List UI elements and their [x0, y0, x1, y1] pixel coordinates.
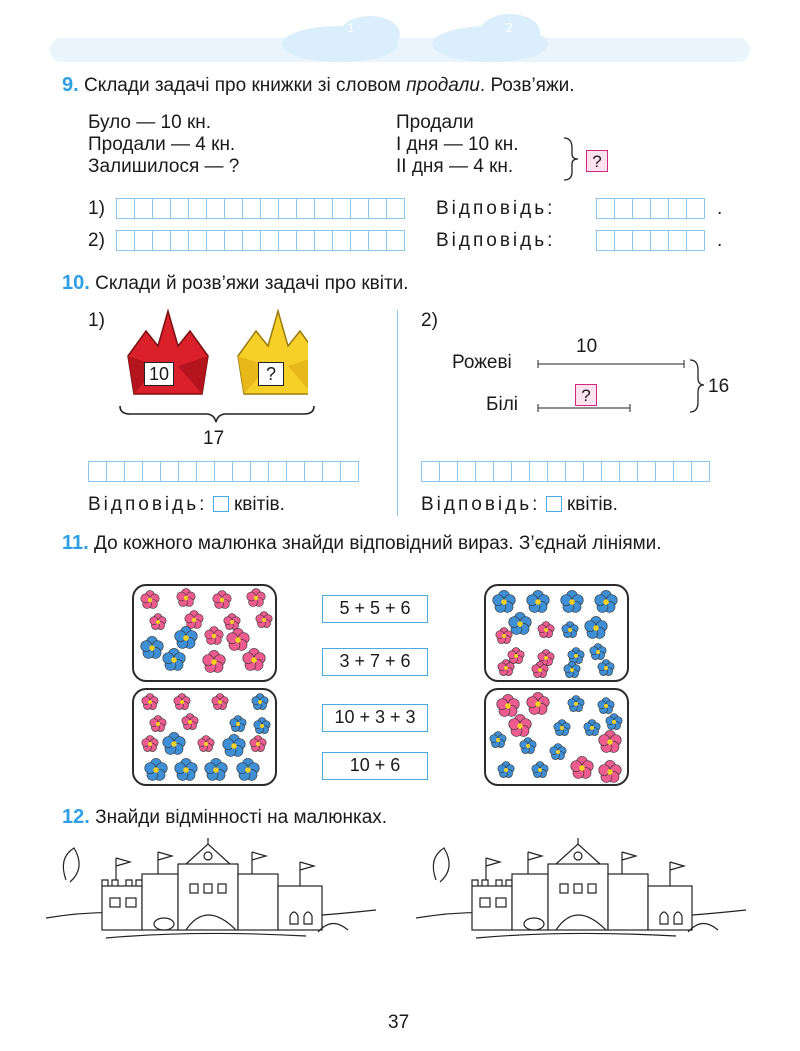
grid-cell[interactable]	[196, 461, 215, 482]
grid-cell[interactable]	[116, 230, 135, 251]
answer-label: Відповідь:	[88, 494, 208, 515]
expression-box[interactable]: 5 + 5 + 6	[322, 595, 428, 623]
grid-cell[interactable]	[596, 198, 615, 219]
flower-picture-2[interactable]	[132, 688, 277, 786]
divider	[397, 310, 398, 516]
ex9-line: Продали — 4 кн.	[88, 134, 236, 155]
ex10-answer1	[88, 494, 285, 516]
expression-box[interactable]: 10 + 6	[322, 752, 428, 780]
grid-cell[interactable]	[529, 461, 548, 482]
grid-cell[interactable]	[386, 198, 405, 219]
grid-cell[interactable]	[322, 461, 341, 482]
grid-cell[interactable]	[614, 230, 633, 251]
tulips-illustration	[118, 306, 308, 406]
ex9-left-data	[88, 112, 239, 178]
ex9-right-title: Продали	[396, 112, 474, 133]
cloud-number: 0	[426, 20, 434, 35]
yellow-tulip-value[interactable]: ?	[258, 362, 284, 386]
ex11-text: До кожного малюнка знайди відповідний вираз. З’єднай лініями.	[93, 533, 662, 554]
bottom-brace-icon	[118, 404, 318, 424]
grid-cell[interactable]	[614, 198, 633, 219]
grid-cell[interactable]	[116, 198, 135, 219]
grid-cell[interactable]	[332, 230, 351, 251]
cloud-number: 8	[742, 20, 750, 35]
answer-box[interactable]	[213, 496, 229, 512]
pink-value: 10	[576, 336, 598, 357]
ex12-number: 12.	[62, 806, 90, 828]
header-banner	[40, 10, 760, 65]
segments-diagram	[536, 356, 736, 416]
answer-grid[interactable]	[88, 461, 358, 482]
ex12-heading	[62, 806, 387, 829]
ex10-number: 10.	[62, 272, 90, 294]
cloud-number: 2	[505, 20, 513, 35]
grid-cell[interactable]	[250, 461, 269, 482]
grid-cell[interactable]	[368, 230, 387, 251]
grid-cell[interactable]	[596, 230, 615, 251]
grid-cell[interactable]	[421, 461, 440, 482]
ex12-text: Знайди відмінності на малюнках.	[95, 807, 388, 828]
ex9-text: Склади задачі про книжки зі словом	[83, 75, 407, 96]
cloud-number: 7	[110, 20, 118, 35]
grid-cell[interactable]	[170, 230, 189, 251]
grid-cell[interactable]	[170, 198, 189, 219]
grid-cell[interactable]	[304, 461, 323, 482]
grid-cell[interactable]	[386, 230, 405, 251]
grid-cell[interactable]	[296, 230, 315, 251]
grid-cell[interactable]	[350, 198, 369, 219]
ex10-total1: 17	[203, 428, 225, 449]
grid-cell[interactable]	[650, 198, 669, 219]
ex11-heading	[62, 532, 742, 555]
ex9-line: Залишилося — ?	[88, 156, 240, 177]
grid-cell[interactable]	[268, 461, 287, 482]
unit-label: квітів.	[233, 494, 285, 515]
grid-cell[interactable]	[152, 230, 171, 251]
answer-box[interactable]	[546, 496, 562, 512]
grid-cell[interactable]	[668, 230, 687, 251]
grid-cell[interactable]	[686, 198, 705, 219]
answer-label: Відповідь:	[421, 494, 541, 515]
cloud-number: 3	[268, 20, 276, 35]
answer-grid[interactable]	[116, 230, 404, 251]
flower-picture-1[interactable]	[132, 584, 277, 682]
grid-cell[interactable]	[206, 198, 225, 219]
expression-box[interactable]: 10 + 3 + 3	[322, 704, 428, 732]
ex9-number: 9.	[62, 74, 79, 96]
grid-cell[interactable]	[206, 230, 225, 251]
flower-picture-3[interactable]	[484, 584, 629, 682]
grid-cell[interactable]	[314, 230, 333, 251]
grid-cell[interactable]	[142, 461, 161, 482]
answer-grid[interactable]	[421, 461, 709, 482]
grid-cell[interactable]	[296, 198, 315, 219]
ex9-heading	[62, 74, 575, 97]
ex9-line: ІІ дня — 4 кн.	[396, 156, 514, 177]
answer-grid[interactable]	[596, 230, 704, 251]
ex9-question-box[interactable]: ?	[586, 150, 608, 172]
ex10-heading	[62, 272, 409, 295]
grid-cell[interactable]	[286, 461, 305, 482]
grid-cell[interactable]	[686, 230, 705, 251]
grid-cell[interactable]	[691, 461, 710, 482]
ex9-row-label: 2)	[88, 230, 105, 251]
grid-cell[interactable]	[619, 461, 638, 482]
flowers-drawing	[134, 690, 275, 784]
grid-cell[interactable]	[632, 230, 651, 251]
ex9-text-end: . Розв’яжи.	[479, 75, 575, 96]
brace-icon	[560, 136, 580, 182]
grid-cell[interactable]	[232, 461, 251, 482]
grid-cell[interactable]	[224, 230, 243, 251]
sand-castle-picture-2	[416, 838, 746, 958]
grid-cell[interactable]	[178, 461, 197, 482]
grid-cell[interactable]	[650, 230, 669, 251]
grid-cell[interactable]	[152, 198, 171, 219]
ex10-part2-label: 2)	[421, 310, 438, 331]
grid-cell[interactable]	[511, 461, 530, 482]
grid-cell[interactable]	[632, 198, 651, 219]
cloud-number: 1	[347, 20, 355, 35]
grid-cell[interactable]	[242, 198, 261, 219]
ex9-line: І дня — 10 кн.	[396, 134, 519, 155]
grid-cell[interactable]	[547, 461, 566, 482]
grid-cell[interactable]	[88, 461, 107, 482]
page-number: 37	[388, 1012, 410, 1033]
flowers-drawing	[486, 586, 627, 680]
ex9-italic: продали	[406, 75, 480, 96]
grid-cell[interactable]	[224, 198, 243, 219]
cloud-number: 6	[663, 20, 671, 35]
grid-cell[interactable]	[673, 461, 692, 482]
grid-cell[interactable]	[340, 461, 359, 482]
grid-cell[interactable]	[134, 198, 153, 219]
ex9-right-data	[396, 112, 518, 178]
flowers-drawing	[486, 690, 627, 784]
sand-castle-picture-1	[46, 838, 376, 958]
grid-cell[interactable]	[493, 461, 512, 482]
ex10-part1-label: 1)	[88, 310, 105, 331]
period: .	[717, 198, 723, 219]
grid-cell[interactable]	[368, 198, 387, 219]
grid-cell[interactable]	[260, 198, 279, 219]
grid-cell[interactable]	[242, 230, 261, 251]
ex11-number: 11.	[62, 532, 89, 554]
grid-cell[interactable]	[278, 198, 297, 219]
grid-cell[interactable]	[106, 461, 125, 482]
answer-grid[interactable]	[116, 198, 404, 219]
grid-cell[interactable]	[457, 461, 476, 482]
grid-cell[interactable]	[350, 230, 369, 251]
ex10-text: Склади й розв’яжи задачі про квіти.	[95, 273, 409, 294]
grid-cell[interactable]	[475, 461, 494, 482]
grid-cell[interactable]	[124, 461, 143, 482]
grid-cell[interactable]	[601, 461, 620, 482]
unit-label: квітів.	[566, 494, 618, 515]
grid-cell[interactable]	[655, 461, 674, 482]
grid-cell[interactable]	[160, 461, 179, 482]
flower-picture-4[interactable]	[484, 688, 629, 786]
grid-cell[interactable]	[668, 198, 687, 219]
red-tulip-value: 10	[144, 362, 174, 386]
grid-cell[interactable]	[188, 230, 207, 251]
ex9-line: Було — 10 кн.	[88, 112, 212, 133]
cloud-number: 5	[189, 20, 197, 35]
grid-cell[interactable]	[332, 198, 351, 219]
expression-box[interactable]: 3 + 7 + 6	[322, 648, 428, 676]
grid-cell[interactable]	[314, 198, 333, 219]
grid-cell[interactable]	[260, 230, 279, 251]
answer-grid[interactable]	[596, 198, 704, 219]
grid-cell[interactable]	[565, 461, 584, 482]
grid-cell[interactable]	[278, 230, 297, 251]
grid-cell[interactable]	[583, 461, 602, 482]
answer-label: Відповідь:	[436, 198, 556, 219]
white-question-box[interactable]: ?	[575, 384, 597, 406]
ex10-total2: 16	[708, 376, 730, 397]
ex10-answer2	[421, 494, 618, 516]
grid-cell[interactable]	[637, 461, 656, 482]
grid-cell[interactable]	[134, 230, 153, 251]
grid-cell[interactable]	[439, 461, 458, 482]
cloud-number: 4	[584, 20, 592, 35]
flowers-drawing	[134, 586, 275, 680]
grid-cell[interactable]	[188, 198, 207, 219]
grid-cell[interactable]	[214, 461, 233, 482]
white-label: Білі	[486, 394, 518, 415]
period: .	[717, 230, 723, 251]
answer-label: Відповідь:	[436, 230, 556, 251]
pink-label: Рожеві	[452, 352, 512, 373]
ex9-row-label: 1)	[88, 198, 105, 219]
